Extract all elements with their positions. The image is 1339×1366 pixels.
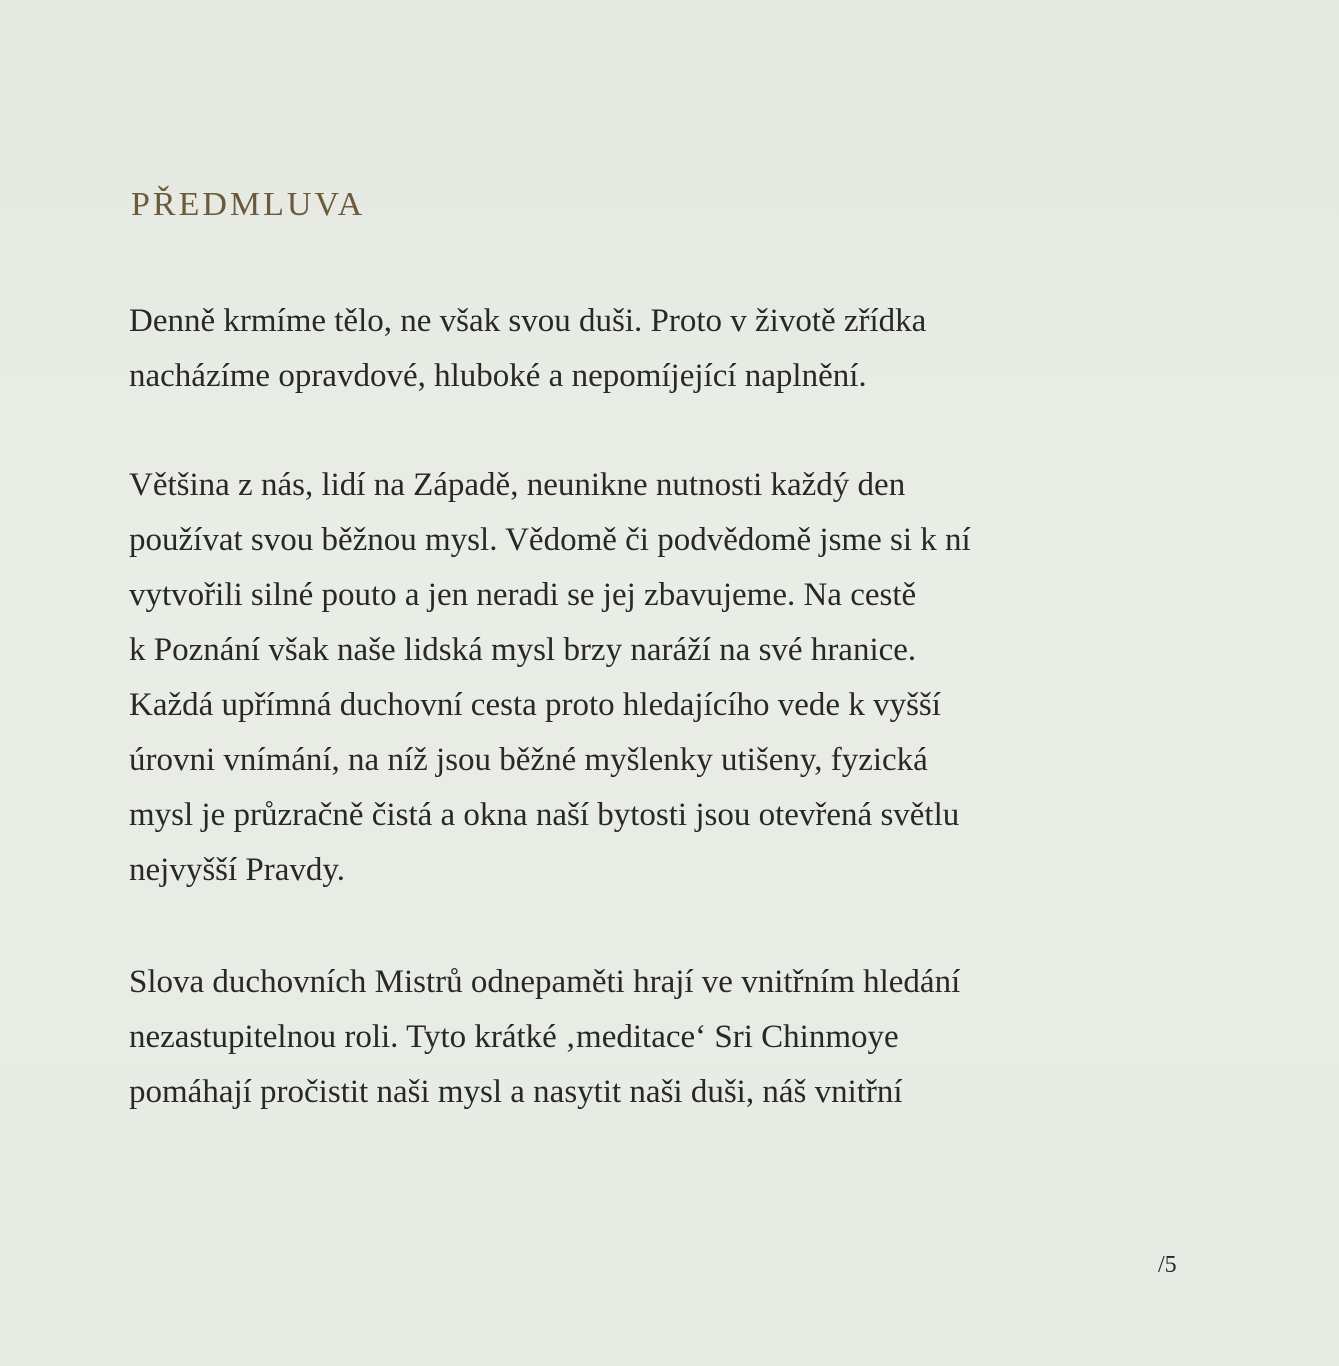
text-line: Většina z nás, lidí na Západě, neunikne nutnosti každý den bbox=[129, 467, 906, 503]
text-line: úrovni vnímání, na níž jsou běžné myšlenky utišeny, fyzická bbox=[129, 742, 928, 778]
text-line: nacházíme opravdové, hluboké a nepomíjející naplnění. bbox=[129, 358, 867, 394]
paragraph-2 bbox=[129, 458, 971, 898]
text-line: mysl je průzračně čistá a okna naší bytosti jsou otevřená světlu bbox=[129, 797, 960, 833]
page-number: /5 bbox=[1158, 1252, 1177, 1278]
text-line: používat svou běžnou mysl. Vědomě či podvědomě jsme si k ní bbox=[129, 522, 971, 558]
paragraph-3 bbox=[129, 955, 960, 1120]
text-line: Denně krmíme tělo, ne však svou duši. Proto v životě zřídka bbox=[129, 303, 927, 339]
text-line: k Poznání však naše lidská mysl brzy naráží na své hranice. bbox=[129, 632, 917, 668]
chapter-heading: PŘEDMLUVA bbox=[131, 186, 366, 223]
text-line: vytvořili silné pouto a jen neradi se jej zbavujeme. Na cestě bbox=[129, 577, 917, 613]
text-line: nejvyšší Pravdy. bbox=[129, 852, 346, 888]
text-line: pomáhají pročistit naši mysl a nasytit naši duši, náš vnitřní bbox=[129, 1074, 903, 1110]
text-line: Slova duchovních Mistrů odnepaměti hrají ve vnitřním hledání bbox=[129, 964, 961, 1000]
text-line: Každá upřímná duchovní cesta proto hledajícího vede k vyšší bbox=[129, 687, 941, 723]
paragraph-1 bbox=[129, 294, 926, 404]
text-line: nezastupitelnou roli. Tyto krátké ‚meditace‘ Sri Chinmoye bbox=[129, 1019, 899, 1055]
